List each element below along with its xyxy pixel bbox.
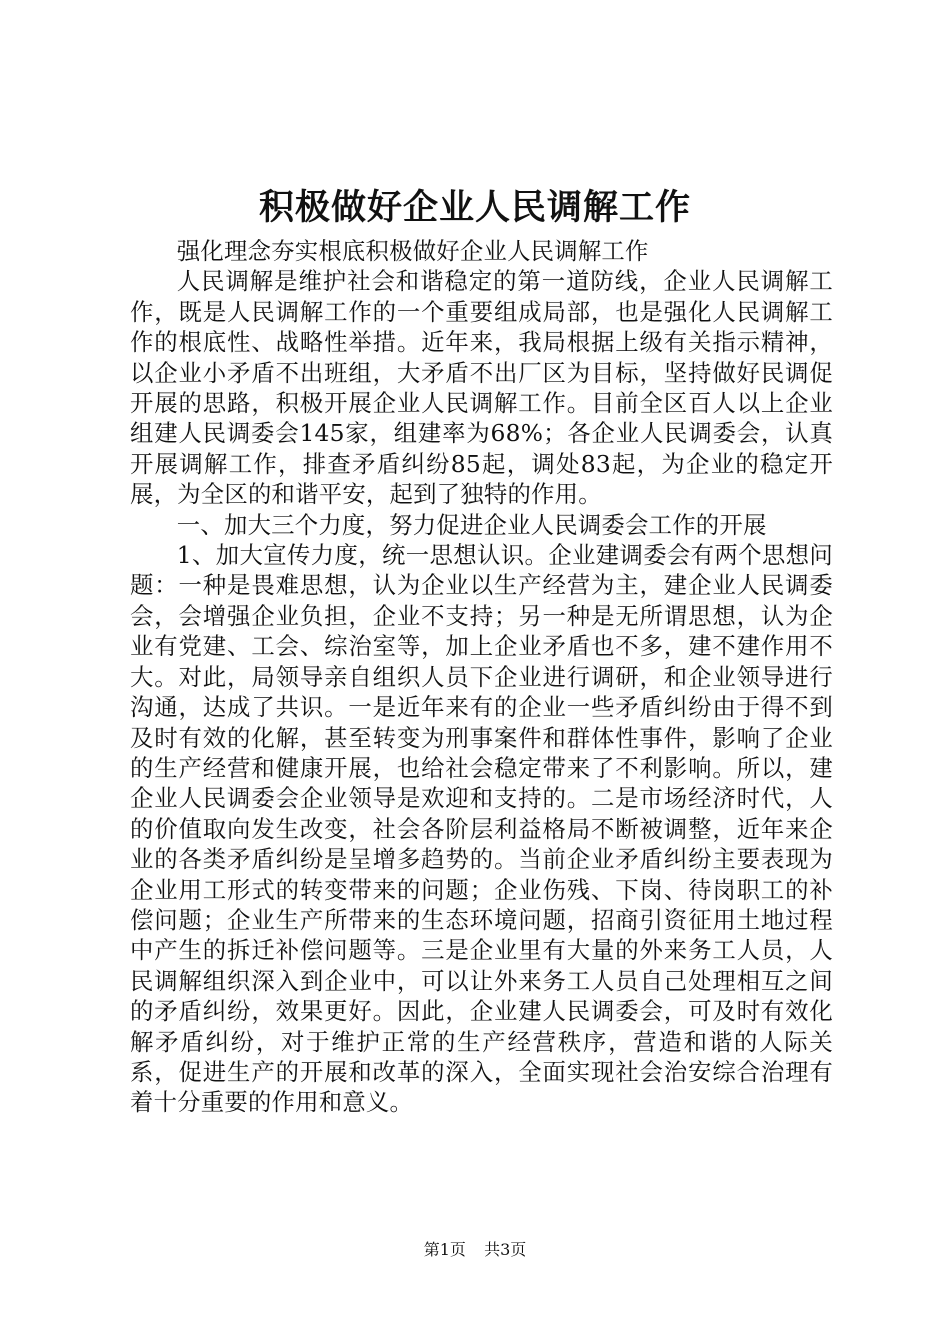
section-paragraph: 1、加大宣传力度，统一思想认识。企业建调委会有两个思想问题：一种是畏难思想，认为企业以生产经营为主，建企业人民调委会，会增强企业负担，企业不支持；另一种是无所谓思想，认为企业有党建、工会、综治室等，加上企业矛盾也不多，建不建作用不大。对此，局领导亲自组织人员下企业进行调研，和企业领导进行沟通，达成了共识。一是近年来有的企业一些矛盾纠纷由于得不到及时有效的化解，甚至转变为刑事案件和群体性事件，影响了企业的生产经营和健康开展，也给社会稳定带来了不利影响。所以，建企业人民调委会企业领导是欢迎和支持的。二是市场经济时代，人的价值取向发生改变，社会各阶层利益格局不断被调整，近年来企业的各类矛盾纠纷是呈增多趋势的。当前企业矛盾纠纷主要表现为企业用工形式的转变带来的问题；企业伤残、下岗、待岗职工的补偿问题；企业生产所带来的生态环境问题，招商引资征用土地过程中产生的拆迁补偿问题等。三是企业里有大量的外来务工人员，人民调解组织深入到企业中，可以让外来务工人员自己处理相互之间的矛盾纠纷，效果更好。因此，企业建人民调委会，可及时有效化解矛盾纠纷，对于维护正常的生产经营秩序，营造和谐的人际关系，促进生产的开展和改革的深入，全面实现社会治安综合治理有着十分重要的作用和意义。 xyxy=(130,541,833,1117)
document-body xyxy=(130,236,833,1118)
document-title: 积极做好企业人民调解工作 xyxy=(258,187,691,228)
intro-paragraph: 人民调解是维护社会和谐稳定的第一道防线，企业人民调解工作，既是人民调解工作的一个重要组成局部，也是强化人民调解工作的根底性、战略性举措。近年来，我局根据上级有关指示精神，以企业小矛盾不出班组，大矛盾不出厂区为目标，坚持做好民调促开展的思路，积极开展企业人民调解工作。目前全区百人以上企业组建人民调委会145家，组建率为68%；各企业人民调委会，认真开展调解工作，排查矛盾纠纷85起，调处83起，为企业的稳定开展，为全区的和谐平安，起到了独特的作用。 xyxy=(130,267,833,509)
page-footer xyxy=(0,1239,950,1261)
subtitle-paragraph: 强化理念夯实根底积极做好企业人民调解工作 xyxy=(176,237,649,265)
section-heading: 一、加大三个力度，努力促进企业人民调委会工作的开展 xyxy=(176,510,767,539)
page-number: 第1页 xyxy=(423,1240,466,1259)
page-total: 共3页 xyxy=(484,1240,527,1259)
